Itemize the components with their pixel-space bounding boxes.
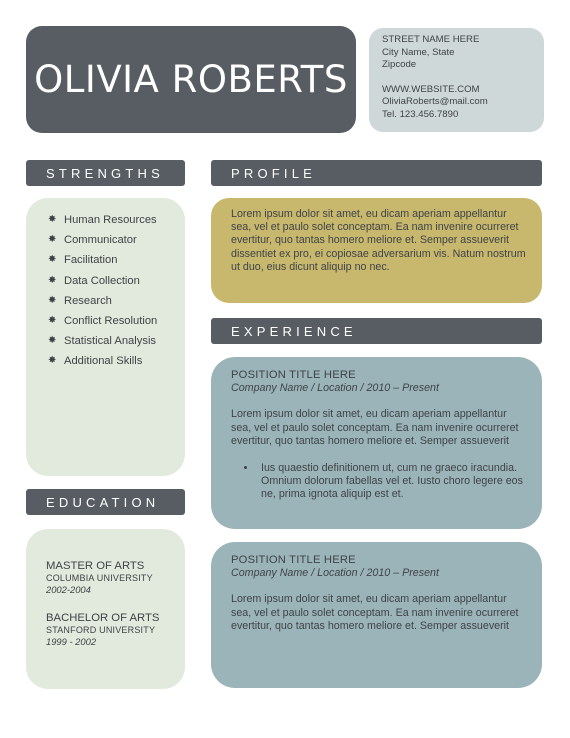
- experience-entry-2: [211, 542, 542, 688]
- strength-item: ✸ Conflict Resolution: [48, 314, 158, 327]
- profile-text: Lorem ipsum dolor sit amet, eu dicam aperiam appellantur sea, vel et paulo solet conceptam. Ea nam invenire ocurreret evertitur, quo tantas homero meliore et. Semper assueverit dissentiet ex pro, ei copiosae adversarium vis. Natum nostrum ut duo, eius dicunt aliquip no nec.: [231, 208, 526, 273]
- street-address: STREET NAME HERE: [382, 34, 480, 45]
- strength-item: ✸ Facilitation: [48, 254, 118, 267]
- company-line: Company Name / Location / 2010 – Present: [231, 567, 439, 580]
- city-state: City Name, State: [382, 46, 455, 58]
- experience-entry-1: [211, 357, 542, 529]
- education-heading: EDUCATION: [26, 489, 185, 515]
- strength-item: ✸ Statistical Analysis: [48, 335, 157, 348]
- profile-heading: PROFILE: [211, 160, 542, 186]
- starburst-bullet-icon: ✸: [48, 234, 57, 246]
- strength-item: ✸ Communicator: [48, 234, 137, 247]
- school-name: STANFORD UNIVERSITY: [46, 625, 156, 635]
- degree-title: BACHELOR OF ARTS: [46, 612, 160, 624]
- strength-item: ✸ Human Resources: [48, 214, 157, 226]
- strength-item: ✸ Additional Skills: [48, 355, 143, 368]
- full-name: OLIVIA ROBERTS: [34, 58, 348, 101]
- strengths-panel: [26, 198, 185, 476]
- degree-years: 2002-2004: [46, 584, 91, 595]
- starburst-bullet-icon: ✸: [48, 214, 57, 225]
- strength-item: ✸ Data Collection: [48, 274, 140, 287]
- starburst-bullet-icon: ✸: [48, 335, 57, 347]
- phone: Tel. 123.456.7890: [382, 108, 459, 120]
- starburst-bullet-icon: ✸: [48, 294, 57, 306]
- experience-heading: EXPERIENCE: [211, 318, 542, 344]
- company-line: Company Name / Location / 2010 – Present: [231, 382, 439, 395]
- starburst-bullet-icon: ✸: [48, 274, 57, 286]
- strengths-heading: STRENGTHS: [26, 160, 185, 186]
- strengths-list: [48, 212, 185, 374]
- email: OliviaRoberts@mail.com: [382, 96, 488, 107]
- position-title: POSITION TITLE HERE: [231, 369, 356, 381]
- position-title: POSITION TITLE HERE: [231, 554, 356, 566]
- starburst-bullet-icon: ✸: [48, 355, 57, 367]
- school-name: COLUMBIA UNIVERSITY: [46, 573, 153, 583]
- education-panel: [26, 529, 185, 689]
- strength-item: ✸ Research: [48, 294, 112, 307]
- starburst-bullet-icon: ✸: [48, 314, 57, 326]
- website: WWW.WEBSITE.COM: [382, 83, 480, 95]
- degree-title: MASTER OF ARTS: [46, 560, 145, 572]
- name-banner: [26, 26, 356, 133]
- degree-years: 1999 - 2002: [46, 636, 97, 647]
- experience-bullets: [231, 462, 528, 502]
- experience-description: Lorem ipsum dolor sit amet, eu dicam aperiam appellantur sea, vel et paulo solet conceptam. Ea nam invenire ocurreret evertitur, quo tantas homero meliore et. Semper assueverit: [231, 593, 519, 632]
- profile-panel: [211, 198, 542, 303]
- starburst-bullet-icon: ✸: [48, 254, 57, 266]
- experience-description: Lorem ipsum dolor sit amet, eu dicam aperiam appellantur sea, vel et paulo solet conceptam. Ea nam invenire ocurreret evertitur, quo tantas homero meliore et. Semper assueverit: [231, 408, 519, 447]
- experience-bullet: • Ius quaestio definitionem ut, cum ne graeco iracundia. Omnium dolorum fabellas vel et. Iusto choro legere eos ne, prima ignota aliquip est et.: [257, 462, 528, 502]
- zipcode: Zipcode: [382, 59, 417, 70]
- contact-box: [369, 28, 544, 132]
